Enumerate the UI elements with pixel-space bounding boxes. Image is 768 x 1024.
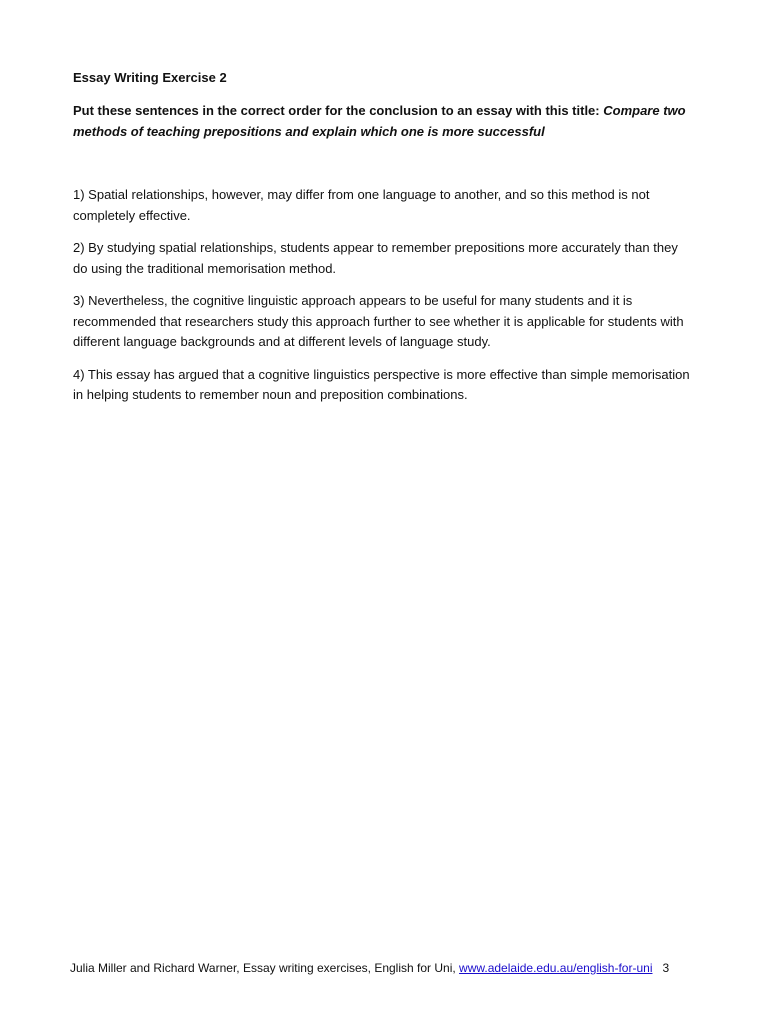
sentence-1: 1) Spatial relationships, however, may differ from one language to another, and so this method is not completely effective. <box>73 187 650 223</box>
instructions-lead: Put these sentences in the correct order for the conclusion to an essay with this title: <box>73 103 604 118</box>
page-footer <box>70 959 730 977</box>
footer-credit: Julia Miller and Richard Warner, Essay writing exercises, English for Uni, <box>70 961 460 975</box>
exercise-title: Essay Writing Exercise 2 <box>73 70 227 85</box>
sentence-3: 3) Nevertheless, the cognitive linguistic approach appears to be useful for many students and it is recommended that researchers study this approach further to see whether it is applicable for students with different language backgrounds and at different levels of language study. <box>73 293 684 349</box>
page-number: 3 <box>662 961 670 975</box>
footer-link[interactable]: www.adelaide.edu.au/english-for-uni <box>459 961 653 975</box>
essay-title: Compare two methods of teaching prepositions and explain which one is more successful <box>73 103 686 139</box>
exercise-instructions <box>73 101 693 142</box>
sentence-4: 4) This essay has argued that a cognitive linguistics perspective is more effective than simple memorisation in helping students to remember noun and preposition combinations. <box>73 366 690 402</box>
document-body <box>73 68 693 418</box>
sentence-2: 2) By studying spatial relationships, students appear to remember prepositions more accurately than they do using the traditional memorisation method. <box>73 240 678 276</box>
